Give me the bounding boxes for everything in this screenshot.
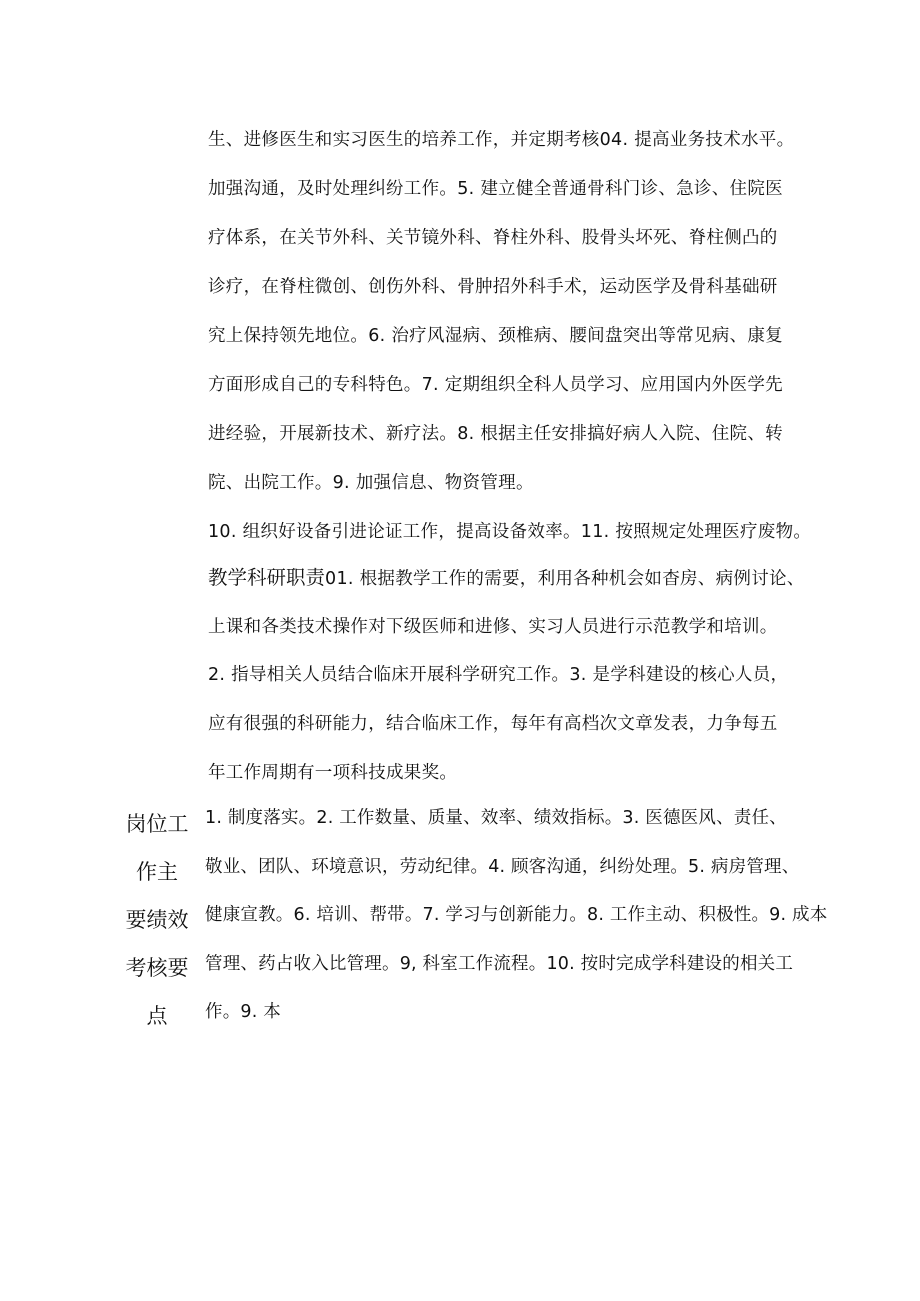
duties-line-8: 院、出院工作。9. 加强信息、物资管理。	[208, 473, 534, 493]
performance-label-line-5: 点	[146, 1004, 168, 1028]
duties-line-9: 10. 组织好设备引进论证工作，提高设备效率。11. 按照规定处理医疗废物。	[208, 522, 812, 542]
duties-line-4: 诊疗，在脊柱微创、创伤外科、骨肿招外科手术，运动医学及骨科基础研	[208, 277, 778, 297]
teaching-first-line-text: 01. 根据教学工作的需要，利用各种机会如杳房、病例讨论、	[325, 569, 805, 589]
performance-label-line-1: 岗位工	[125, 812, 189, 836]
teaching-heading: 教学科研职责	[208, 566, 326, 589]
performance-line-1: 1. 制度落实。2. 工作数量、质量、效率、绩效指标。3. 医德医风、责任、	[205, 808, 787, 828]
teaching-line-4: 应有很强的科研能力，结合临床工作，每年有高档次文章发表，力争每五	[208, 714, 778, 734]
duties-line-3: 疗体系，在关节外科、关节镜外科、脊柱外科、股骨头坏死、脊柱侧凸的	[208, 228, 778, 248]
teaching-line-2: 上课和各类技术操作对下级医师和进修、实习人员进行示范教学和培训。	[208, 617, 778, 637]
duties-line-1: 生、进修医生和实习医生的培养工作，并定期考核04. 提高业务技术水平。	[208, 130, 795, 150]
performance-line-4: 管理、药占收入比管理。9, 科室工作流程。10. 按时完成学科建设的相关工	[205, 954, 794, 974]
performance-line-2: 敬业、团队、环境意识，劳动纪律。4. 顾客沟通，纠纷处理。5. 病房管理、	[205, 857, 800, 877]
duties-line-7: 进经验，开展新技术、新疗法。8. 根据主任安排搞好病人入院、住院、转	[208, 424, 783, 444]
performance-label-line-4: 考核要	[125, 956, 189, 980]
teaching-first-line	[208, 566, 805, 591]
performance-line-3: 健康宣教。6. 培训、帮带。7. 学习与创新能力。8. 工作主动、积极性。9. 成本	[205, 905, 828, 925]
teaching-line-3: 2. 指导相关人员结合临床开展科学研究工作。3. 是学科建设的核心人员，	[208, 665, 789, 685]
duties-line-5: 究上保持领先地位。6. 治疗风湿病、颈椎病、腰间盘突出等常见病、康复	[208, 326, 783, 346]
performance-label-line-3: 要绩效	[125, 908, 189, 932]
performance-label-line-2: 作主	[136, 860, 178, 884]
duties-line-6: 方面形成自己的专科特色。7. 定期组织全科人员学习、应用国内外医学先	[208, 375, 783, 395]
performance-line-5: 作。9. 本	[205, 1002, 281, 1022]
duties-line-2: 加强沟通，及时处理纠纷工作。5. 建立健全普通骨科门诊、急诊、住院医	[208, 179, 783, 199]
teaching-line-5: 年工作周期有一项科技成果奖。	[208, 763, 458, 783]
